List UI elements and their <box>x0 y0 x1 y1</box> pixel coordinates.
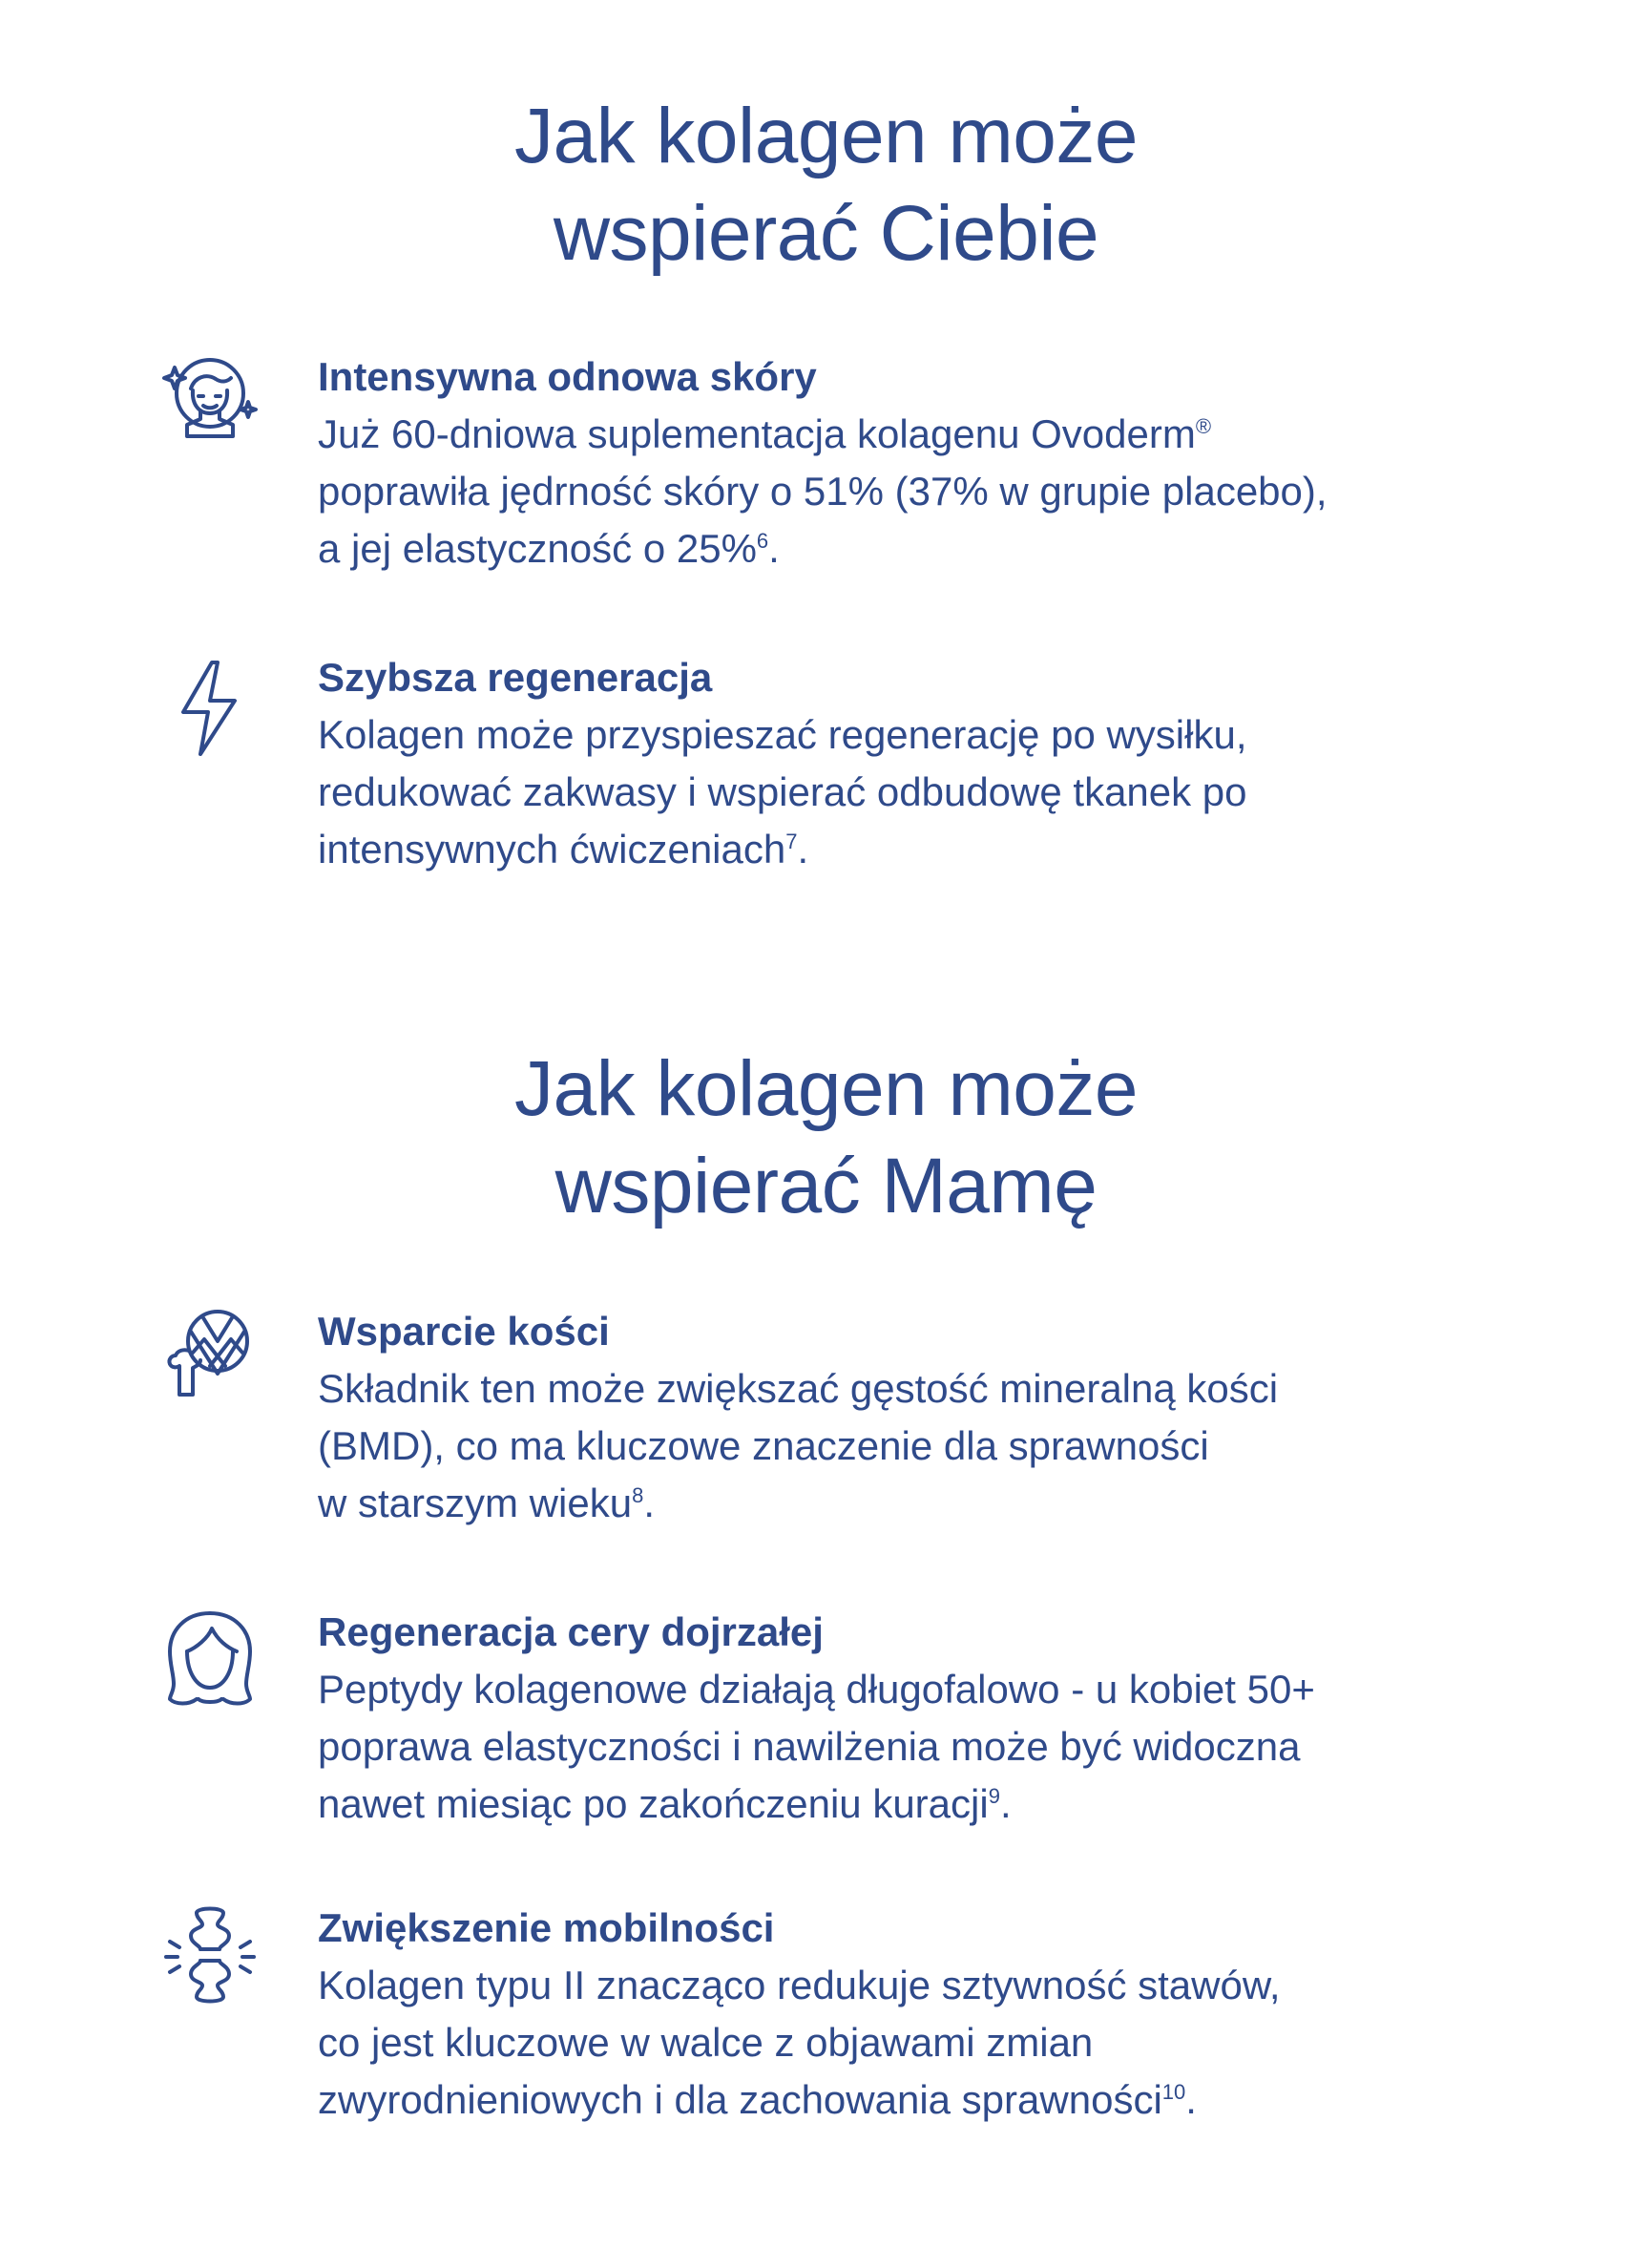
title-line-1: Jak kolagen może <box>514 93 1138 179</box>
benefit-description: Składnik ten może zwiększać gęstość mineralną kości (BMD), co ma kluczowe znaczenie dla sprawności w starszym wieku$^8$. <box>318 1366 1279 1525</box>
section-title-mame <box>0 1040 1652 1235</box>
lightning-bolt-icon <box>153 649 267 764</box>
footnote-ref: 9 <box>988 1784 1000 1808</box>
benefit-heading: Szybsza regeneracja <box>318 655 713 700</box>
benefit-description: Kolagen typu II znacząco redukuje sztywność stawów, co jest kluczowe w walce z objawami zmian zwyrodnieniowych i dla zachowania sprawności$^{10}$. <box>318 1963 1281 2122</box>
footnote-ref: 6 <box>756 529 769 553</box>
bone-joint-icon <box>153 1303 267 1418</box>
footnote-ref: 7 <box>785 830 798 853</box>
spine-joint-icon <box>153 1900 267 2014</box>
title-line-2: wspierać Mamę <box>554 1143 1098 1229</box>
footnote-ref: 10 <box>1161 2080 1186 2104</box>
title-line-1: Jak kolagen może <box>514 1045 1138 1132</box>
benefit-heading: Zwiększenie mobilności <box>318 1905 775 1950</box>
benefit-description: Już 60-dniowa suplementacja kolagenu Ovoderm® poprawiła jędrność skóry o 51% (37% w grupie placebo), a jej elastyczność o 25%$^6$. <box>318 411 1328 571</box>
title-line-2: wspierać Ciebie <box>553 190 1099 277</box>
benefit-description: Peptydy kolagenowe działają długofalowo - u kobiet 50+ poprawa elastyczności i nawilżenia może być widoczna nawet miesiąc po zakończeniu kuracji$^9$. <box>318 1667 1315 1826</box>
benefit-heading: Regeneracja cery dojrzałej <box>318 1609 824 1654</box>
benefit-heading: Intensywna odnowa skóry <box>318 354 817 399</box>
registered-mark: ® <box>1195 414 1212 438</box>
face-glow-icon <box>153 348 267 463</box>
footnote-ref: 8 <box>632 1483 644 1507</box>
woman-face-icon <box>153 1604 267 1718</box>
benefit-heading: Wsparcie kości <box>318 1309 610 1354</box>
section-title-ciebie <box>0 88 1652 283</box>
benefit-description: Kolagen może przyspieszać regenerację po wysiłku, redukować zakwasy i wspierać odbudowę tkanek po intensywnych ćwiczeniach$^7$. <box>318 712 1247 872</box>
